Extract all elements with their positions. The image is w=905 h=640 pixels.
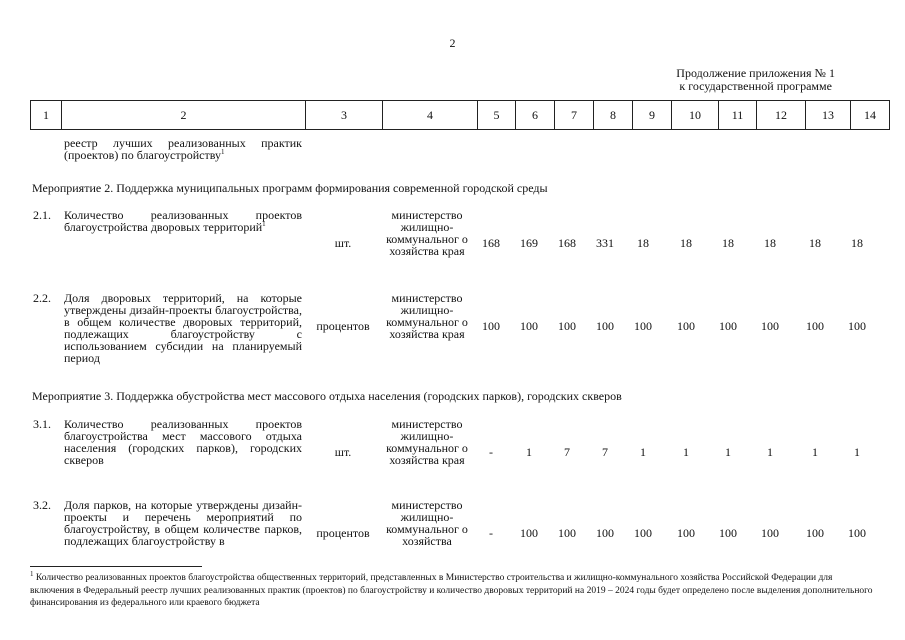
- row-value: 100: [520, 319, 538, 333]
- section-heading: Мероприятие 2. Поддержка муниципальных программ формирования современной городской среды: [32, 181, 548, 195]
- row-value: 100: [596, 319, 614, 333]
- col-header: 12: [757, 101, 806, 130]
- col-header: 11: [719, 101, 757, 130]
- appendix-line-1: Продолжение приложения № 1: [676, 66, 835, 80]
- row-value: 7: [602, 445, 608, 459]
- carryover-text: [64, 137, 302, 161]
- row-number: 2.1.: [33, 208, 51, 222]
- row-description-text: Доля парков, на которые утверждены дизайн-проекты и перечень мероприятий по благоустройству, в общем количестве парков, подлежащих благоустройству в: [64, 498, 302, 548]
- row-value: 100: [596, 526, 614, 540]
- footnote-text: Количество реализованных проектов благоустройства общественных территорий, представленных в Министерство строительства и жилищно-коммунального хозяйства Российской Федерации для включения в Федеральный реестр лучших реализованных практик (проектов) по благоустройству и количество дворовых территорий на 2019 – 2024 годы будет определено после выделения дополнительного финансирования из федерального или краевого бюджета: [30, 573, 873, 608]
- row-value: 18: [851, 236, 863, 250]
- row-value: 7: [564, 445, 570, 459]
- col-header: 8: [594, 101, 633, 130]
- footnote-ref: 1: [220, 148, 225, 156]
- row-value: 169: [520, 236, 538, 250]
- row-description-text: Доля дворовых территорий, на которые утверждены дизайн-проекты благоустройства, в общем количестве дворовых территорий, подлежащих благоустройству с использованием субсидии на планируемый период: [64, 291, 302, 365]
- row-value: 100: [634, 526, 652, 540]
- row-unit: шт.: [334, 445, 352, 459]
- row-value: 100: [719, 526, 737, 540]
- row-value: 1: [526, 445, 532, 459]
- section-heading: Мероприятие 3. Поддержка обустройства мест массового отдыха населения (городских парков), городских скверов: [32, 389, 622, 403]
- row-value: 1: [640, 445, 646, 459]
- row-ministry: министерство жилищно-коммунальног о хозяйства края: [386, 208, 468, 258]
- row-value: 100: [806, 319, 824, 333]
- appendix-caption: [676, 67, 835, 93]
- col-header: 6: [516, 101, 555, 130]
- footnote: [30, 569, 875, 610]
- footnote-mark: 1: [30, 569, 34, 578]
- row-value: 331: [596, 236, 614, 250]
- row-value: -: [489, 445, 493, 459]
- col-header: 3: [306, 101, 383, 130]
- row-number: 3.1.: [33, 417, 51, 431]
- row-ministry: министерство жилищно-коммунальног о хозяйства края: [386, 291, 468, 341]
- appendix-line-2: к государственной программе: [679, 79, 832, 93]
- page-number: 2: [449, 36, 456, 50]
- row-value: 168: [482, 236, 500, 250]
- row-value: 1: [854, 445, 860, 459]
- col-header: 5: [478, 101, 516, 130]
- row-description-text: Количество реализованных проектов благоустройства мест массового отдыха населения (городских парков), городских скверов: [64, 417, 302, 467]
- row-value: 18: [637, 236, 649, 250]
- row-value: 1: [683, 445, 689, 459]
- row-value: 100: [806, 526, 824, 540]
- col-header: 7: [555, 101, 594, 130]
- col-header: 10: [672, 101, 719, 130]
- row-value: 100: [848, 319, 866, 333]
- row-value: 18: [680, 236, 692, 250]
- row-value: 100: [558, 526, 576, 540]
- col-header: 2: [62, 101, 306, 130]
- row-unit: процентов: [316, 526, 370, 540]
- row-description: [64, 499, 302, 547]
- col-header: 9: [633, 101, 672, 130]
- row-value: 18: [809, 236, 821, 250]
- footnote-divider: [30, 566, 202, 567]
- column-number-header: [30, 100, 890, 130]
- row-number: 3.2.: [33, 498, 51, 512]
- row-description: [64, 418, 302, 466]
- row-value: 18: [722, 236, 734, 250]
- row-description: [64, 292, 302, 364]
- carryover-label: реестр лучших реализованных практик (проектов) по благоустройству: [64, 136, 302, 162]
- col-header: 1: [31, 101, 62, 130]
- row-value: 18: [764, 236, 776, 250]
- col-header: 4: [383, 101, 478, 130]
- row-value: 1: [767, 445, 773, 459]
- row-unit: шт.: [334, 236, 352, 250]
- row-value: 100: [719, 319, 737, 333]
- row-value: 100: [634, 319, 652, 333]
- row-value: 100: [761, 526, 779, 540]
- footnote-ref: 1: [262, 220, 266, 228]
- row-ministry: министерство жилищно-коммунальног о хозяйства: [386, 498, 468, 548]
- row-value: 100: [520, 526, 538, 540]
- col-header: 13: [806, 101, 851, 130]
- row-value: 100: [558, 319, 576, 333]
- row-value: 100: [761, 319, 779, 333]
- col-header: 14: [851, 101, 890, 130]
- row-description: [64, 209, 302, 233]
- row-ministry: министерство жилищно-коммунальног о хозяйства края: [386, 417, 468, 467]
- row-value: 168: [558, 236, 576, 250]
- row-value: 100: [482, 319, 500, 333]
- row-unit: процентов: [316, 319, 370, 333]
- row-description-text: Количество реализованных проектов благоустройства дворовых территорий: [64, 208, 302, 234]
- row-value: 100: [677, 319, 695, 333]
- row-value: -: [489, 526, 493, 540]
- row-value: 100: [848, 526, 866, 540]
- row-value: 1: [725, 445, 731, 459]
- row-value: 100: [677, 526, 695, 540]
- row-number: 2.2.: [33, 291, 51, 305]
- row-value: 1: [812, 445, 818, 459]
